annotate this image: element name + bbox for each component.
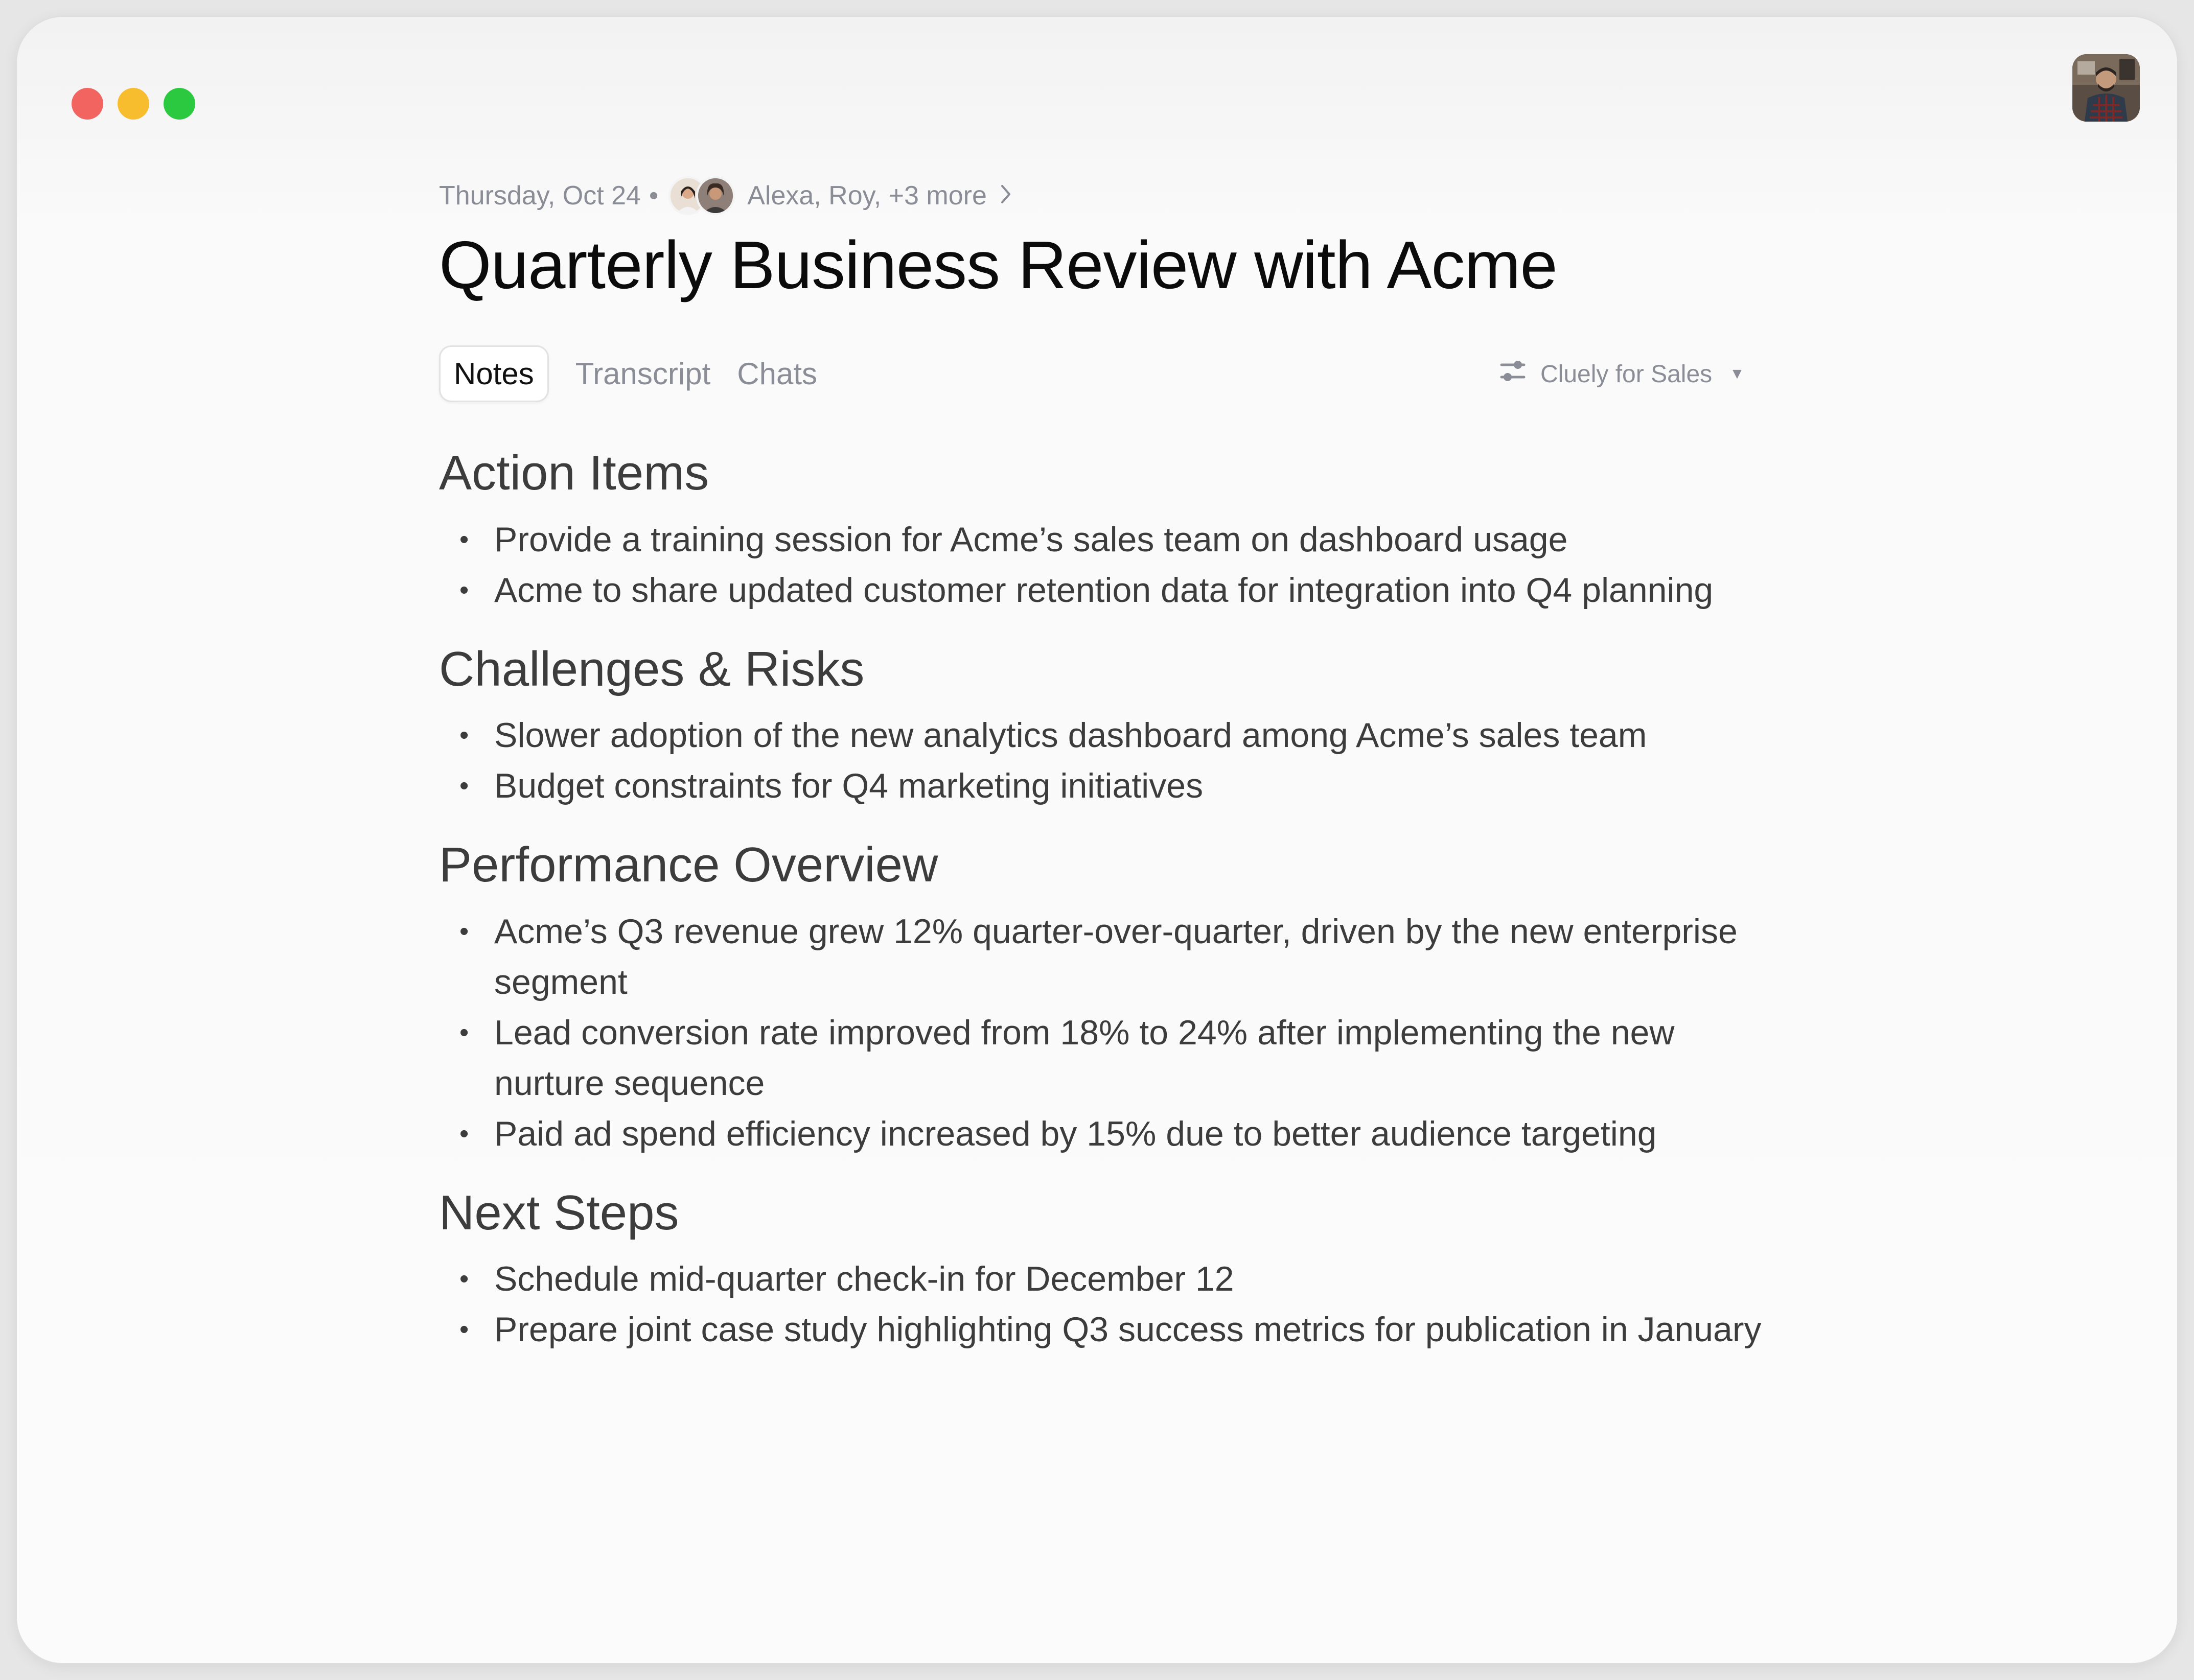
list-next-steps: [439, 1254, 1768, 1355]
tab-chats[interactable]: Chats: [737, 357, 817, 391]
template-selector[interactable]: [1498, 357, 1745, 391]
notes-body: [439, 426, 1768, 1382]
meta-separator: •: [649, 181, 659, 211]
list-item: • Schedule mid-quarter check-in for December 12: [439, 1254, 1762, 1304]
view-tabs: [439, 345, 817, 402]
sliders-icon: [1498, 357, 1527, 391]
window-controls: [72, 88, 195, 120]
minimize-icon[interactable]: [118, 88, 149, 120]
participant-avatar: [696, 176, 735, 215]
list-item: • Acme’s Q3 revenue grew 12% quarter-over-quarter, driven by the new enterprise segment: [439, 906, 1762, 1008]
section-heading-performance: Performance Overview: [439, 837, 938, 893]
list-item: • Budget constraints for Q4 marketing initiatives: [439, 761, 1762, 811]
template-label: Cluely for Sales: [1540, 360, 1713, 388]
section-heading-challenges: Challenges & Risks: [439, 641, 865, 696]
meeting-date: Thursday, Oct 24: [439, 181, 641, 211]
section-heading-action-items: Action Items: [439, 446, 709, 500]
participant-avatars[interactable]: [668, 176, 737, 215]
list-item: • Acme to share updated customer retention data for integration into Q4 planning: [439, 565, 1762, 616]
chevron-right-icon[interactable]: [1000, 180, 1012, 211]
tab-transcript[interactable]: Transcript: [575, 357, 711, 391]
close-icon[interactable]: [72, 88, 103, 120]
list-performance: [439, 906, 1768, 1159]
person-photo-icon: [2072, 54, 2140, 122]
list-action-items: [439, 515, 1768, 616]
maximize-icon[interactable]: [164, 88, 195, 120]
user-avatar[interactable]: [2072, 54, 2140, 122]
list-item: • Paid ad spend efficiency increased by 15% due to better audience targeting: [439, 1109, 1762, 1159]
person-icon: [698, 178, 733, 213]
list-challenges: [439, 710, 1768, 811]
meeting-meta: [439, 178, 1012, 214]
page-title: Quarterly Business Review with Acme: [439, 227, 1557, 302]
list-item: • Lead conversion rate improved from 18% to 24% after implementing the new nurture sequence: [439, 1008, 1762, 1109]
app-window: [17, 17, 2177, 1663]
list-item: • Provide a training session for Acme’s sales team on dashboard usage: [439, 515, 1762, 565]
participants-link[interactable]: Alexa, Roy, +3 more: [747, 181, 987, 211]
tab-notes[interactable]: Notes: [439, 345, 549, 402]
caret-down-icon: ▼: [1729, 365, 1745, 382]
section-heading-next-steps: Next Steps: [439, 1185, 679, 1240]
list-item: • Prepare joint case study highlighting Q3 success metrics for publication in January: [439, 1304, 1762, 1355]
list-item: • Slower adoption of the new analytics dashboard among Acme’s sales team: [439, 710, 1762, 761]
